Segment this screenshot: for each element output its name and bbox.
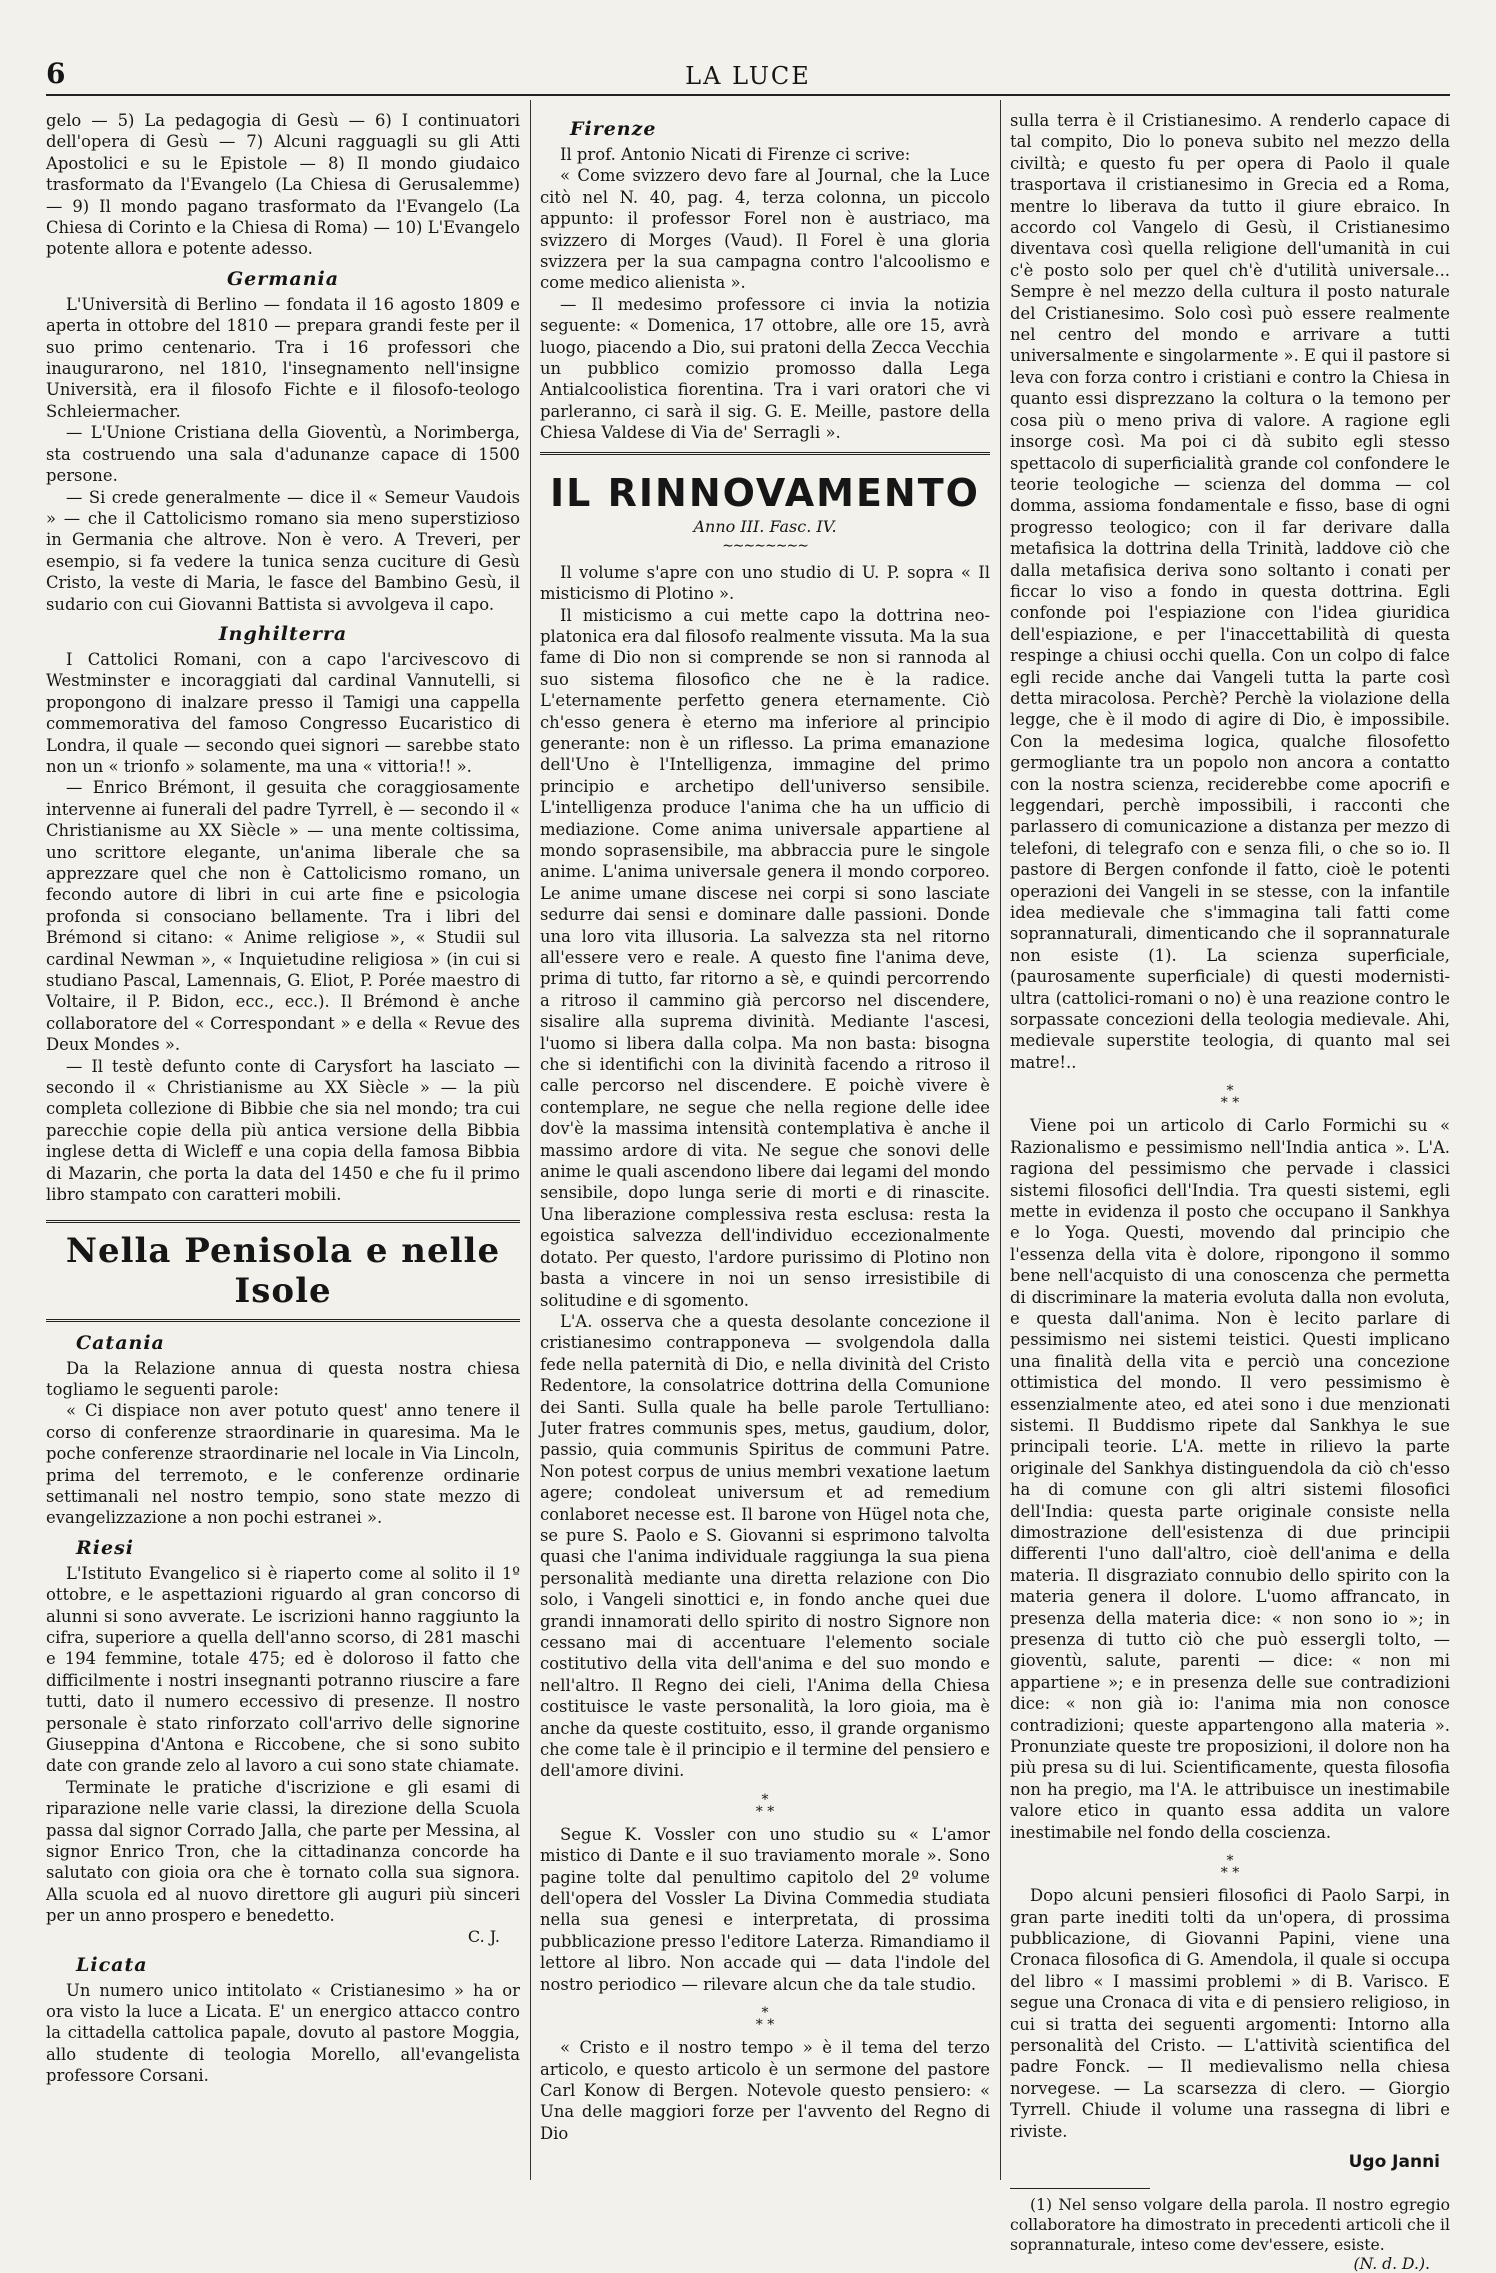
asterism: * * * bbox=[755, 1791, 775, 1820]
paragraph: Terminate le pratiche d'iscrizione e gli esami di riparazione nelle varie classi, la direzione della Scuola passa dal signor Corrado Jalla, che parte per Messina, al signor Enrico Tron, che la cittadinanza concorde ha salutato con gioia ora che è tornato colla sua signora. Alla scuola ed al nuovo direttore gli auguri più sinceri per un anno prospero e benedetto. bbox=[46, 1777, 520, 1926]
paragraph: « Come svizzero devo fare al Journal, che la Luce citò nel N. 40, pag. 4, terza colonna, un piccolo appunto: il professor Forel non è austriaco, ma svizzero di Morges (Vaud). Il Forel è una gloria svizzera per la sua campagna contro l'alcoolismo e come medico alienista ». bbox=[540, 166, 990, 293]
column-1 bbox=[46, 110, 520, 2170]
paragraph: Il misticismo a cui mette capo la dottrina neo-platonica era dal filosofo realmente vissuta. Ma la sua fame di Dio non si comprende se non si rannoda al suo sistema filosofico che ne è la radice. L'eternamente perfetto genera eternamente. Ciò ch'esso genera è eterno ma inferiore al principio generante: non è un riflesso. La prima emanazione dell'Uno è l'Intelligenza, immagine del primo principio e archetipo dell'universo sensibile. L'intelligenza produce l'anima che ha un ufficio di mediazione. Come anima universale appartiene al mondo soprasensibile, ma abbraccia pure le singole anime. L'anima universale genera il mondo corporeo. Le anime umane discese nei corpi si sono lasciate sedurre dai sensi e dominare dalle passioni. Donde una loro vita illusoria. La salvezza sta nel ritorno all'essere vero e reale. A questo fine l'anima deve, prima di tutto, far ritorno a sè, e quindi percorrendo a ritroso il cammino già percorso nel discendere, sisalire alla suprema divinità. Mediante l'ascesi, l'uomo si libera dalla colpa. Ma non basta: bisogna che si identifichi con la divinità facendo a ritroso il calle percorso nel discendere. E poichè vivere è contemplare, ne segue che nella regione delle idee dov'è la massima intensità contemplativa è anche il massimo ardore di vita. Ne segue che sonovi delle anime le quali ascendono libere dai legami del mondo sensibile, dopo lunga serie di morti e di rinascite. Una liberazione complessiva resta esclusa: resta la egoistica salvezza dell'individuo eccezionalmente dotato. Per questo, l'ardore purissimo di Plotino non basta a vincere in noi un senso irresistibile di solitudine e di sgomento. bbox=[540, 605, 990, 1310]
paragraph: L'Università di Berlino — fondata il 16 agosto 1809 e aperta in ottobre del 1810 — prepara grandi feste per il suo primo centenario. Tra i 16 professori che inaugurarono, nel 1810, l'insegnamento nell'insigne Università, era il filosofo Fichte e il filosofo-teologo Schleiermacher. bbox=[46, 294, 520, 421]
paragraph: I Cattolici Romani, con a capo l'arcivescovo di Westminster e incoraggiati dal cardinal Vannutelli, si propongono di inalzare presso il Tamigi una cappella commemorativa del famoso Congresso Eucaristico di Londra, il quale — secondo quei signori — sarebbe stato non un « trionfo » solamente, ma una « vittoria!! ». bbox=[46, 649, 520, 776]
paragraph: Viene poi un articolo di Carlo Formichi su « Razionalismo e pessimismo nell'India antica ». L'A. ragiona del pessimismo che pervade i classici sistemi filosofici dell'India. Tra questi sistemi, egli mette in evidenza il posto che occupano il Sankhya e lo Yoga. Questi, movendo dal principio che l'essenza della vita è dolore, ripongono il sommo bene nell'acquisto di una conoscenza che permetta di discriminare la materia evoluta dalla non evoluta, e questa dall'anima. Non è lecito parlare di pessimismo nei sistemi teistici. Questi implicano una finalità della vita e perciò una concezione ottimistica del mondo. Il vero pessimismo è essenzialmente ateo, ed atei sono i due menzionati sistemi. Il Buddismo ripete dal Sankhya le sue principali teorie. L'A. mette in rilievo la parte originale del Sankhya distinguendola da ciò ch'esso ha di comune con gli altri sistemi filosofici dell'India: questa parte originale consiste nella dimostrazione dell'esistenza di due principii differenti l'uno dall'altro, cioè dell'anima e della materia. Il disgraziato connubio dello spirito con la materia genera il dolore. L'uomo affrancato, in presenza della materia dice: « non sono io »; in presenza di tutto ciò che può essergli tolto, — gioventù, salute, parenti — dice: « non mi appartiene »; e in presenza delle sue contradizioni dice: « non già io: l'anima mia non conosce contradizioni; queste appartengono alla materia ». Pronunziate queste tre proposizioni, il dolore non ha più presa su di lui. Scientificamente, questa filosofia non ha pregio, ma l'A. le attribuisce un inestimabile valore etico in quanto essa addita un valore inestimabile nel fondo della coscienza. bbox=[1010, 1116, 1450, 1842]
section-heading-germania: Germania bbox=[226, 267, 340, 290]
wavy-divider: ∼∼∼∼∼∼∼∼ bbox=[722, 537, 808, 554]
paragraph: Un numero unico intitolato « Cristianesimo » ha or ora visto la luce a Licata. E' un energico attacco contro la cittadella cattolica papale, dovuto al pastore Moggia, allo studente di teologia Morello, all'evangelista professore Corsani. bbox=[46, 1980, 520, 2086]
column-rule bbox=[1000, 100, 1001, 2180]
column-2 bbox=[540, 110, 990, 2180]
section-heading-riesi: Riesi bbox=[76, 1536, 135, 1559]
paragraph: « Ci dispiace non aver potuto quest' anno tenere il corso di conferenze straordinarie in quaresima. Ma le poche conferenze straordinarie nel locale in Via Lincoln, prima del terremoto, e le conferenze ordinarie settimanali nel nostro tempio, sono state mezzo di evangelizzazione a non pochi estranei ». bbox=[46, 1401, 520, 1528]
paragraph: — Il testè defunto conte di Carysfort ha lasciato — secondo il « Christianisme au XX Siècle » — la più completa collezione di Bibbie che sia nel mondo; tra cui parecchie copie della più antica versione della Bibbia inglese detta di Wicleff e una copia della famosa Bibbia di Mazarin, che porta la data del 1450 e che fu il primo libro stampato con caratteri mobili. bbox=[46, 1056, 520, 1205]
paragraph: L'A. osserva che a questa desolante concezione il cristianesimo contrapponeva — svolgendola dalla fede nella paternità di Dio, e nella divinità del Cristo Redentore, la consolatrice dottrina della Comunione dei Santi. Sulla quale ha belle parole Tertulliano: Juter fratres communis spes, metus, gaudium, dolor, passio, quia communis Spiritus de communi Patre. Non potest corpus de unius membri vexatione laetum agere; condoleat universum et ad remedium conlaboret necesse est. Il barone von Hügel nota che, se pure S. Paolo e S. Giovanni si esprimono talvolta quasi che l'anima individuale raggiunga la sua piena personalità mediante una diretta relazione con Dio solo, i Vangeli sinottici e, in fondo anche quei due grandi innamorati dello spirito di nostro Signore non cessano mai di accentuare l'elemento sociale costitutivo della vita dell'anima e del suo mondo e nell'altro. Il Regno dei cieli, l'Anima della Chiesa costituisce le vaste personalità, la loro gioia, ma è anche da queste costituito, esso, il grande organismo che come tale è il principio e il termine del pensiero e dell'amore divini. bbox=[540, 1311, 990, 1781]
continued-paragraph: sulla terra è il Cristianesimo. A renderlo capace di tal compito, Dio lo poneva subito nel mezzo della civiltà; e questo fu per opera di Paolo il quale trasportava il cristianesimo in Grecia ed a Roma, mentre lo liberava da tutto il giure ebraico. In accordo col Vangelo di Gesù, il Cristianesimo diventava così quella religione dell'umanità in cui c'è posto solo per quel ch'è d'utilità universale... Sempre è nel mezzo della cultura il posto naturale del Cristianesimo. Solo così può essere realmente nel centro del mondo e arrivare a tutti universalmente e singolarmente ». E qui il pastore si leva con forza contro i cristiani e contro la Chiesa in quanto essi disprezzano la coltura o la temono per cosa più o meno priva di valore. A ragione egli insorge così. Ma poi ci dà subito egli stesso spettacolo di superficialità grande col confondere le teorie teologiche — scienza del domma — col domma, assioma fondamentale e fisso, base di ogni progresso teologico; con il far derivare dalla metafisica la dottrina della Trinità, laddove ciò che dalla metafisica deriva sono soltanto i conati per ficcar lo viso a fondo in questa dottrina. Egli confonde poi l'espiazione con l'idea giuridica dell'espiazione, e per l'inaccettabilità di questa respinge a chiusi occhi quella. Con un colpo di falce egli recide anche dai Vangeli tutta la parte così detta miracolosa. Perchè? Perchè la violazione della legge, che è il modo di agire di Dio, è impossibile. Con la medesima logica, qualche filosofetto germogliante tra un popolo non ancora a contatto con la nostra scienza, reciderebbe come apocrifi e leggendari, perchè impossibili, i racconti che parlassero di comunicazione a distanza per mezzo di telefoni, di telegrafo con e senza fili, o che so io. Il pastore di Bergen confonde il fatto, cioè le potenti operazioni dei Vangeli in se stesse, con la infantile idea medievale che s'immagina tali fatti come soprannaturali, dimenticando che il soprannaturale non esiste (1). La scienza superficiale, (paurosamente superficiale) di questi modernisti-ultra (cattolici-romani o no) è una reazione contro le sorpassate concezioni della teologia medievale. Ahi, medievale superstite teologia, di quanto mal sei matre!.. bbox=[1010, 111, 1450, 1072]
page-header bbox=[46, 58, 1450, 96]
page-number: 6 bbox=[46, 57, 66, 90]
paragraph: Dopo alcuni pensieri filosofici di Paolo Sarpi, in gran parte inediti tolti da un'opera, di prossima pubblicazione, di Giovanni Papini, viene una Cronaca filosofica di G. Amendola, il quale si occupa del libro « I massimi problemi » di B. Varisco. E segue una Cronaca di vita e di pensiero religioso, in cui si tratta dei seguenti argomenti: Intorno alla personalità del Cristo. — L'attività scientifica del padre Fonck. — Il medievalismo nella chiesa norvegese. — La scarsezza di clero. — Giorgio Tyrrell. Chiude il volume una rassegna di libri e riviste. bbox=[1010, 1886, 1450, 2141]
paragraph: — Si crede generalmente — dice il « Semeur Vaudois » — che il Cattolicismo romano sia meno superstizioso in Germania che altrove. Non è vero. A Treveri, per esempio, si fa vedere la tunica senza cuciture di Gesù Cristo, la veste di Maria, le fasce del Bambino Gesù, il sudario con cui Giovanni Battista si avvolgeva il capo. bbox=[46, 487, 520, 614]
newspaper-title: LA LUCE bbox=[685, 62, 811, 90]
author-signature: Ugo Janni bbox=[1348, 2151, 1440, 2172]
article-title: IL RINNOVAMENTO bbox=[540, 452, 990, 515]
paragraph: — Il medesimo professore ci invia la notizia seguente: « Domenica, 17 ottobre, alle ore 15, avrà luogo, piacendo a Dio, sui pratoni della Zecca Vecchia un pubblico comizio promosso dalla Lega Antialcoolistica fiorentina. Tra i vari oratori che vi parleranno, ci sarà il sig. G. E. Meille, pastore della Chiesa Valdese di Via de' Serragli ». bbox=[540, 294, 990, 443]
section-heading-inghilterra: Inghilterra bbox=[218, 622, 348, 645]
paragraph: Il prof. Antonio Nicati di Firenze ci scrive: bbox=[560, 145, 911, 164]
section-heading-licata: Licata bbox=[76, 1953, 148, 1976]
section-banner: Nella Penisola e nelle Isole bbox=[46, 1220, 520, 1322]
paragraph: « Cristo e il nostro tempo » è il tema del terzo articolo, e questo articolo è un sermone del pastore Carl Konow di Bergen. Notevole questo pensiero: « Una delle maggiori forze per l'avvento del Regno di Dio bbox=[540, 2038, 990, 2143]
asterism: * * * bbox=[1220, 1083, 1240, 1112]
section-heading-firenze: Firenze bbox=[570, 118, 657, 140]
footnote-signature: (N. d. D.). bbox=[1353, 2254, 1430, 2273]
continued-paragraph: gelo — 5) La pedagogia di Gesù — 6) I continuatori dell'opera di Gesù — 7) Alcuni ragguagli su gli Atti Apostolici e su le Epistole — 8) Il mondo giudaico trasformato da l'Evangelo (La Chiesa di Gerusalemme) — 9) Il mondo pagano trasformato da l'Evangelo (La Chiesa di Corinto e la Chiesa di Roma) — 10) L'Evangelo potente allora e potente adesso. bbox=[46, 111, 520, 259]
paragraph: L'Istituto Evangelico si è riaperto come al solito il 1º ottobre, e le aspettazioni riguardo al gran concorso di alunni si sono avverate. Le iscrizioni hanno raggiunto la cifra, superiore a quella dell'anno scorso, di 281 maschi e 194 femmine, totale 475; ed è doloroso il fatto che difficilmente i nostri insegnanti potranno riuscire a fare tutti, dato il numero eccessivo di presenze. Il nostro personale è stato rinforzato coll'arrivo delle signorine Giuseppina d'Antona e Riccobene, che si sono subito date con grande zelo al lavoro a cui sono state chiamate. bbox=[46, 1563, 520, 1776]
author-initials: C. J. bbox=[467, 1926, 500, 1946]
column-3 bbox=[1010, 110, 1450, 2273]
asterism: * * * bbox=[755, 2005, 775, 2034]
section-heading-catania: Catania bbox=[76, 1331, 165, 1354]
paragraph: Segue K. Vossler con uno studio su « L'amor mistico di Dante e il suo traviamento morale ». Sono pagine tolte dal penultimo capitolo del 2º volume dell'opera del Vossler La Divina Commedia studiata nella sua genesi e interpretata, di prossima pubblicazione presso l'editore Laterza. Rimandiamo il lettore al libro. Non accade qui — data l'indole del nostro periodico — rilevare alcun che da tale studio. bbox=[540, 1824, 990, 1994]
column-rule bbox=[530, 100, 531, 2180]
paragraph: Da la Relazione annua di questa nostra chiesa togliamo le seguenti parole: bbox=[46, 1358, 520, 1399]
paragraph: — L'Unione Cristiana della Gioventù, a Norimberga, sta costruendo una sala d'adunanze capace di 1500 persone. bbox=[46, 423, 520, 486]
paragraph: — Enrico Brémont, il gesuita che coraggiosamente intervenne ai funerali del padre Tyrrell, è — secondo il « Christianisme au XX Siècle » — una mente coltissima, uno scrittore elegante, un'anima liberale che sa apprezzare quel che non è Cattolicismo romano, un fecondo autore di libri in cui arte fine e psicologia profonda si consociano bellamente. Tra i libri del Brémond si citano: « Anime religiose », « Studii sul cardinal Newman », « Inquietudine religiosa » (in cui si studiano Pascal, Lamennais, G. Eliot, P. Porée maestro di Voltaire, il P. Bidon, ecc., ecc.). Il Brémond è anche collaboratore del « Correspondant » e della « Revue des Deux Mondes ». bbox=[46, 778, 520, 1055]
paragraph: Il volume s'apre con uno studio di U. P. sopra « Il misticismo di Plotino ». bbox=[540, 562, 990, 604]
article-subtitle: Anno III. Fasc. IV. bbox=[693, 516, 837, 536]
asterism: * * * bbox=[1220, 1853, 1240, 1882]
footnote-rule bbox=[1010, 2188, 1150, 2189]
footnote: (1) Nel senso volgare della parola. Il nostro egregio collaboratore ha dimostrato in precedenti articoli che il soprannaturale, inteso come dev'essere, esiste. bbox=[1010, 2195, 1450, 2254]
